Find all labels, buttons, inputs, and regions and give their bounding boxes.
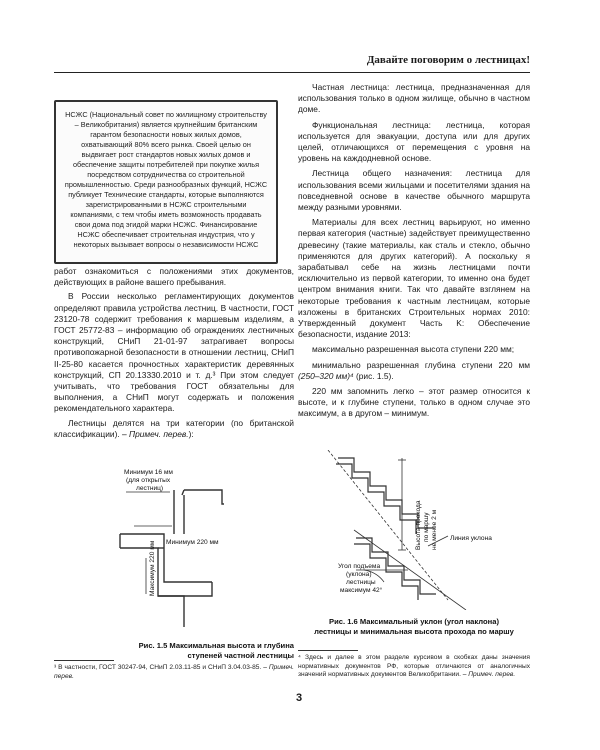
definition-private-stair: Частная лестница: лестница, предназначенная для использования только в одном жилище, обычно в частном доме. (298, 82, 530, 115)
paragraph-1: работ ознакомиться с положениями этих документов, действующих в районе вашего пребывания. (54, 266, 294, 288)
label-headroom-1: Высота прохода (415, 500, 422, 550)
label-max220: Максимум 220 мм (149, 540, 156, 596)
page-number: 3 (295, 692, 303, 704)
label-angle-1: Угол подъема (338, 563, 381, 570)
label-headroom-3: не менее 2 м (431, 509, 438, 550)
staircase-profile (120, 490, 224, 627)
figure-1-6-caption-line1: Рис. 1.6 Максимальный уклон (угол наклона) (329, 617, 499, 626)
paragraph-6 (298, 360, 530, 382)
paragraph-4: Материалы для всех лестниц варьируют, но именно первая категория (частные) задействует преимущественно древесину (такие материалы, как сталь и стекло, обычно применяются для других категорий). А поскольку я зарабатывал себе на жизнь лестницами почти исключительно из первой категории, то именно она будет центром внимания книги. Так что давайте взглянем на некоторые требования к частным лестницам, которые изложены в британских Строительных нормах 2010: Утвержденный документ Часть K: Обеспечение безопасности, издание 2013: (298, 217, 530, 340)
paragraph-5: максимально разрешенная высота ступени 220 мм; (312, 344, 515, 355)
label-min16: Минимум 16 мм (124, 469, 173, 476)
label-angle-2: (уклона) (346, 571, 372, 578)
right-column-text (298, 82, 530, 424)
label-min220: Минимум 220 мм (166, 539, 219, 546)
figure-1-5-caption (54, 641, 294, 661)
definition-utility-stair: Функциональная лестница: лестница, которая используется для эвакуации, доступа или для других целей, отличающихся от перемещения с уровня на уровень на каждодневной основе. (298, 119, 530, 164)
running-header-title: Давайте поговорим о лестницах! (366, 54, 530, 66)
label-angle-4: максимум 42° (340, 587, 383, 594)
label-angle-3: лестницы (346, 579, 376, 586)
paragraph-3-main: Лестницы делятся на три категории (по британской классификации). (54, 417, 294, 439)
paragraph-6-italic: (250–320 мм)⁴ (298, 370, 354, 381)
running-header (54, 52, 530, 73)
info-box-nhbc (54, 100, 278, 264)
footnote-rule-left (54, 660, 114, 661)
label-open2: лестниц) (136, 485, 164, 492)
paragraph-6-main: минимально разрешенная глубина ступени 220 мм (312, 359, 530, 370)
footnote-3 (54, 664, 294, 681)
figure-1-5-caption-line2: ступеней частной лестницы (187, 651, 294, 660)
paragraph-3 (54, 418, 294, 440)
paragraph-3-end: ): (188, 428, 194, 439)
figure-1-6-caption (298, 617, 530, 637)
label-headroom-2: по маршу (423, 512, 430, 542)
figure-1-6-drawing (298, 450, 530, 610)
figure-1-5-drawing (54, 462, 294, 632)
paragraph-7: 220 мм запомнить легко – этот размер относится к высоте, и к глубине ступени, только в одном случае это максимум, а в другом – минимум. (298, 386, 530, 419)
label-open1: (для открытых (126, 477, 171, 484)
figure-1-6 (298, 450, 530, 650)
footnote-4-main: ⁴ Здесь и далее в этом разделе курсивом в скобках даны значения нормативных документов РФ, которые отличаются от аналогичных значений нормативных документов Великобритании. (298, 654, 530, 679)
footnote-3-main: ³ В частности, ГОСТ 30247-94, СНиП 2.03.11-85 и СНиП 3.04.03-85. (54, 664, 264, 671)
left-column-text (54, 266, 294, 443)
paragraph-3-note: – Примеч. перев. (122, 428, 189, 439)
definition-general-stair: Лестница общего назначения: лестница для использования всеми жильцами и посетителями здания на повседневной основе в качестве обычного маршрута между разными уровнями. (298, 168, 530, 213)
paragraph-6-end: (рис. 1.5). (353, 370, 394, 381)
figure-1-5-caption-line1: Рис. 1.5 Максимальная высота и глубина (138, 641, 294, 650)
paragraph-2: В России несколько регламентирующих документов определяют правила устройства лестниц. В частности, ГОСТ 23120-78 содержит требования к маршевым изделиям, а ГОСТ 25772-83 – информацию об ограждениях лестничных конструкций, СНиП 21-01-97 затрагивает вопросы противопожарной безопасности в отношении лестниц, СНиП II-25-80 касается прочностных характеристик деревянных конструкций, СП 20.13330.2010 и т. д.³ При этом следует учитывать, что требования ГОСТ обязательны для выполнения, а СНиП могут содержать и положения рекомендательного характера. (54, 291, 294, 414)
info-box-text: НСЖС (Национальный совет по жилищному строительству – Великобритания) является крупнейшим британским гарантом безопасности новых жилых домов, охватывающий 80% всего рынка. Своей целью он выдвигает рост стандартов новых жилых домов и обеспечение защиты потребителей при покупке жилья посредством сотрудничества со строительной промышленностью. Среди разнообразных функций, НСЖС публикует Технические стандарты, которые выполняются зарегистрированными в НСЖС строительными компаниями, с тем чтобы иметь возможность продавать свои дома под эгидой марки НСЖС. Финансирование НСЖС обеспечивает строительная индустрия, что у некоторых вызывает вопросы о независимости НСЖС (64, 110, 268, 249)
footnote-4 (298, 654, 530, 680)
figure-1-5 (54, 462, 294, 670)
figure-1-6-caption-line2: лестницы и минимальная высота прохода по маршу (314, 627, 514, 636)
footnote-4-note: – Примеч. перев. (462, 671, 516, 679)
label-pitch-line: Линия уклона (450, 535, 492, 542)
pitch-and-dimension-lines (328, 450, 466, 610)
footnote-rule-right (298, 650, 358, 651)
footnote-3-note: – Примеч. перев. (54, 664, 294, 680)
